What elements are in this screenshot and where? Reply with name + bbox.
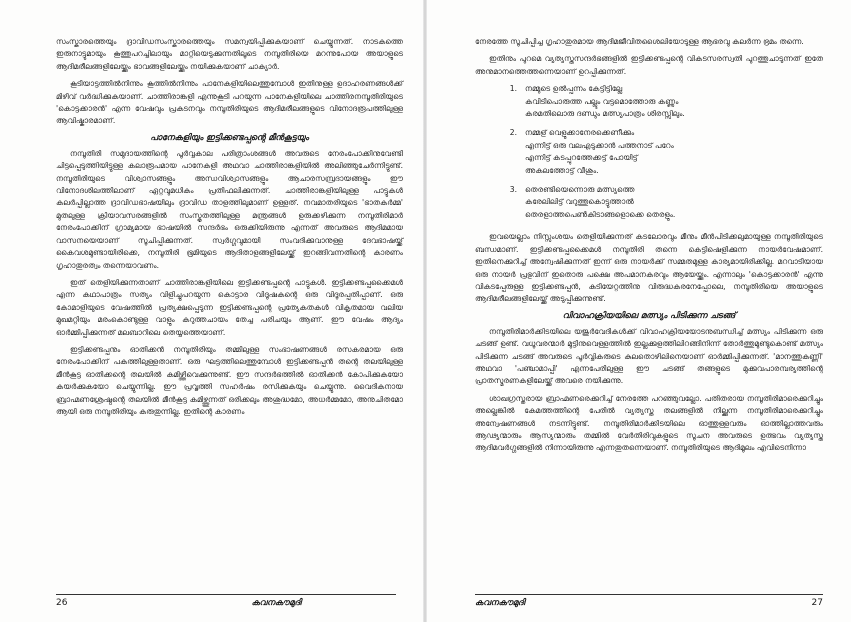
verse-line: എന്നിട്ട് ഒരു വലഎടുക്കാൻ പത്തനാട് പറേം	[525, 140, 674, 150]
verse-line: നമ്മുടെ ഉൽപ്പന്നം കേട്ടിട്ടില്ലേ	[525, 84, 623, 94]
left-paragraph: നമ്പൂതിരി സമുദായത്തിന്റെ പൂർവ്വകാല പരിത്രാംശങ്ങൾ അവരുടെ നേരംപോക്കിനുവേണ്ടി ചിട്ടപ്പെടുത്തിയിട്ടുള്ള കലാരൂപമായ പാനേകളി അഥവാ ചാത്തിരാങ്കളിയിൽ അലിഞ്ഞുചേർന്നിട്ടുണ്ട്. നമ്പൂതിരിയുടെ വിശ്വാസങ്ങളും അന്ധവിശ്വാസങ്ങളും ആചാരസമ്പ്രദായങ്ങളും ഈ വിനോദശിലത്തിലാണ് ഏറ്റവുമധികം പ്രതിഫലിക്കുന്നത്. ചാത്തിരാങ്കളിയിലുള്ള പാട്ടുകൾ കലർപ്പില്ലാത്ത ദ്രാവിഡഭാഷയിലും ദ്രാവിഡ താളത്തിലുമാണ് ഉള്ളത്. നവമാതരിയുടെ 'ഭാതകർമ്മ' മുതലുള്ള ക്രിയാവസരങ്ങളിൽ സംസ്കൃതത്തിലുള്ള മന്ത്രങ്ങൾ ഉരുക്കഴിക്കുന്ന നമ്പൂതിരിമാർ നേരംപോക്കിന് ഗ്രാമ്യമായ ഭാഷയിൽ സന്ദർഭം ഒരുക്കിയിരുന്നു എന്നത് അവരുടെ ആദിമമായ വാസനയെയാണ് സൂചിപ്പിക്കുന്നത്. സ്വർഗ്ഗവുമായി സംവദിക്കുവാനുള്ള ദേവഭാഷയ്ക്ക് കൈവശമുണ്ടായിരിക്കെ, നമ്പൂതിരി ഭൂമിയുടെ ആദിതാളങ്ങളിലേയ്ക്ക് ഇറങ്ങിവന്നതിന്റെ കാരണം ഗൃഹാതുരത്വം തന്നെയാവണം.	[56, 148, 403, 270]
left-page-footer	[56, 598, 301, 608]
poem-list	[475, 83, 823, 221]
left-paragraph: കൂടിയാട്ടത്തിൽനിന്നും കൂത്തിൽനിന്നും പാനേകളിയിലെത്തുമ്പോൾ ഇതിനുള്ള ഉദാഹരണങ്ങൾക്ക് മിഴിവ് വർദ്ധിക്കുകയാണ്. ചാത്തിരാങ്കളി എന്നുകൂടി പറയുന്ന പാനേകളിയിലെ ചാത്തിരനമ്പൂതിരിയുടെ 'കൊട്ടക്കാരൻ' എന്ന വേഷവും പ്രകടനവും നമ്പൂതിരിയുടെ ആദിമരീലങ്ങളുടെ വിനോദരൂപത്തിലുള്ള ആവിഷ്കാരമാണ്.	[56, 79, 403, 126]
left-paragraph: ഇത് തെളിയിക്കുന്നതാണ് ചാത്തിരാങ്കളിയിലെ ഇട്ടിക്കണ്ടപ്പന്റെ പാട്ടുകൾ. ഇട്ടിക്കണ്ടപ്പക്കൈമൾ എന്ന കഥാപാത്രം സത്യം വിളിച്ചുപറയുന്ന കൊട്ടാര വിദൂഷകന്റെ ഒരു വിദൂരപ്പതിപ്പാണ്. ഒരു കോമാളിയുടെ വേഷത്തിൽ പ്രത്യക്ഷപ്പെടുന്ന ഇട്ടിക്കണ്ടപ്പന്റെ പ്രത്യേകതകൾ വികൃതമായ വലിയ മുഖമറ്റിയും മരംകൊണ്ടുള്ള വാളും കറുത്തചായം തേച്ച പരിചയും ആണ്. ഈ വേഷം ആദ്യം ഓർമ്മിപ്പിക്കുന്നത് മലബാറിലെ തെയ്യത്തെയാണ്.	[56, 277, 403, 337]
left-paragraph: ഇട്ടിക്കണ്ടപ്പനും ഓതിക്കൻ നമ്പൂതിരിയും തമ്മിലുള്ള സംഭാഷണങ്ങൾ രസകരമായ ഒരു നേരംപോക്കിന് പകത്തിലുള്ളതാണ്. ഒരു ഘട്ടത്തിലെത്തുമ്പോൾ ഇട്ടിക്കണ്ടപ്പൻ തന്റെ തലയിലുള്ള മീൻകൂട്ട ഓതിക്കന്റെ തലയിൽ കമിഴ്ത്തിവെക്കുന്നുണ്ട്. ഈ സന്ദർഭത്തിൽ ഓതിക്കൻ കോപിക്കുകയോ കയർക്കുകയോ ചെയ്യുന്നില്ല. ഈ പ്രവൃത്തി സഹർഷം രസിക്കുകയും ചെയ്യുന്നു. വൈദികനായ ബ്രാഹ്മണശ്രേഷ്ഠന്റെ തലയിൽ മീൻകൂട്ട കമിഴ്ത്തുന്നത് ഒരിക്കലും അശുദ്ധമോ, അധർമ്മമോ, അനുചിതമോ ആയി ഒരു നമ്പൂതിരിയും കരുതുന്നില്ല. ഇതിന്റെ കാരണം	[56, 344, 403, 416]
page-number: 26	[56, 598, 68, 608]
poem-verse	[475, 127, 823, 177]
right-paragraph: നേരത്തേ സൂചിപ്പിച്ച ഗൃഹാതുരമായ ആദിമജീവിതശൈലിയോടുള്ള ആഭരവു കലർന്ന ഭ്രമം തന്നെ.	[475, 37, 804, 46]
verse-line: നമ്മള് വെളുക്കാനേരക്കെണീക്കും	[525, 128, 635, 138]
right-paragraph: ഇവയെല്ലാം നിസ്സംശയം തെളിയിക്കുന്നത് കടലോരവും മീനും മീൻപിടിക്കലുമായുള്ള നമ്പൂതിരിയുടെ ബന്ധമാണ്. ഇട്ടിക്കണ്ടപ്പക്കൈമൾ നമ്പൂതിരി തന്നെ കെട്ടിഷെളിക്കുന്ന നായർവേഷമാണ്. ഇതിനെക്കുറിച്ച് അന്വേഷിക്കുന്നത് ഇന്ന് ഒരു നായർക്ക് സമ്മതമുള്ള കാര്യമായിരിക്കില്ല. മറവാടിയായ ഒരു നായർ പ്രഭുവിന് ഇതൊരു പക്ഷെ അപമാനകരവും ആയേയ്ക്കും. എന്നാലും 'കൊട്ടക്കാരൻ' എന്നു വികടപ്പേരുള്ള ഇട്ടിക്കണ്ടപ്പൻ, കുടിയേറ്റത്തിനു വിരുദ്ധകരനേപ്പോലെ, നമ്പൂതിരിയെ അയാളുടെ ആദിമരീലങ്ങളിലേയ്ക്ക് അടുപ്പിക്കുന്നുണ്ട്.	[475, 232, 823, 304]
running-head: കവനകൗമുദി	[251, 598, 302, 608]
left-page	[0, 0, 425, 622]
verse-line: അകലത്തോട്ട് വീശും.	[525, 165, 599, 175]
verse-line: തെരളാത്തപെൺകിടാങ്ങളൊക്കെ തെരളും.	[525, 209, 676, 219]
verse-number: 2.	[509, 128, 517, 138]
poem-verse	[475, 184, 823, 221]
verse-line: കരമതിലൊരു ദണ്ഡും മത്സ്യപാത്രം ശിരസ്സിലും.	[525, 109, 685, 119]
verse-number: 1.	[509, 84, 517, 94]
right-page	[425, 0, 851, 622]
poem-verse	[475, 83, 823, 120]
page-number: 27	[811, 598, 823, 608]
footer-rule	[56, 594, 396, 595]
right-paragraph: ഇതിനും പുറമെ വ്യത്യസ്തസന്ദർഭങ്ങളിൽ ഇട്ടിക്കണ്ടപ്പന്റെ വികടസരസ്വതി പുറത്തുചാടുന്നത് ഇതേ അനുമാനത്തെത്തന്നെയാണ് ഉറപ്പിക്കുന്നത്.	[475, 54, 823, 76]
verse-line: തെരണ്ടിയെന്നൊരു മത്സ്യത്തെ	[525, 185, 635, 195]
left-paragraph: സംസ്കാരത്തെയും ദ്രാവിഡസംസ്കാരത്തെയും സമന്വയിപ്പിക്കുകയാണ് ചെയ്യുന്നത്. നാടകത്തെ ഇരുനാട്ടുമായും കൂത്തുപറച്ചിലായും മാറ്റിയെടുക്കുന്നതിലൂടെ നമ്പൂതിരിയെ മറന്നുപോയ അയാളുടെ ആദിമരീലങ്ങളിലേയ്ക്കും ഭാവങ്ങളിലേയ്ക്കും നയിക്കുകയാണ് ചാക്യാർ.	[56, 37, 403, 71]
right-paragraph: നമ്പൂതിരിമാർക്കിടയിലെ യജുർവേദികൾക്ക് വിവാഹക്രിയയോടനുബന്ധിച്ച് മത്സ്യം പിടിക്കുന്ന ഒരു ചടങ്ങ് ഉണ്ട്. വധൂവരന്മാർ മുട്ടിനുവെള്ളത്തിൽ ഇല്ലക്കുളത്തിലിറങ്ങിനിന്ന് തോർത്തുമുണ്ടുകൊണ്ട് മത്സ്യം പിടിക്കുന്ന ചടങ്ങ് അവരുടെ പൂർവ്വികരുടെ കുലതൊഴിലിനെയാണ് ഓർമ്മിപ്പിക്കുന്നത്. 'മാനത്തുകണ്ണി' അഥവാ 'പഞ്ചാമാപ്പി' എന്നപേരിലുള്ള ഈ ചടങ്ങ് തങ്ങളുടെ മുക്കുവപാരമ്പര്യത്തിന്റെ പ്രാതസ്മരണകളിലേയ്ക്ക് അവരെ നയിക്കുന്നു.	[475, 326, 823, 386]
verse-line: കവിടിപൊരുത്ത പല്ലും വട്ടമൊത്തോരു കണ്ണും	[525, 96, 679, 106]
verse-line: കരേലിലിട്ട് വറുത്തുകൊട്ടുത്താൽ	[525, 197, 634, 207]
verse-number: 3.	[509, 185, 517, 195]
running-head: കവനകൗമുദി	[475, 598, 525, 608]
footer-rule	[475, 594, 823, 595]
verse-line: എന്നിട്ട് കടപ്പുറത്തേക്കട്ട് പോയിട്ട്	[525, 153, 638, 163]
right-paragraph: ശാഖഗ്രസ്തരായ ബ്രാഹ്മണരെക്കുറിച്ച് നേരത്തേ പറഞ്ഞുവല്ലോ. പതിതരായ നമ്പൂതിരിമാരെക്കുറിച്ചും അല്ലെങ്കിൽ കേമത്തത്തിന്റെ പേരിൽ വ്യത്യസ്ത തലങ്ങളിൽ നില്ക്കുന്ന നമ്പൂതിരിമാരെക്കുറിച്ചും അന്വേഷണങ്ങൾ നടന്നിട്ടുണ്ട്. നമ്പൂതിരിമാർക്കിടയിലെ ഓത്തുള്ളവരും ഓത്തില്ലാത്തവരും ആഢ്യന്മാരും ആസ്യന്മാരും തമ്മിൽ വേർതിരിവുകളുടെ സൂചന അവരുടെ ഉത്ഭവം വ്യത്യസ്ത ആദിമവർഗ്ഗങ്ങളിൽ നിന്നായിരുന്നു എന്നതുതന്നെയാണ്. നമ്പൂതിരിയുടെ ആദിമൂലം എവിടെനിന്നാ	[475, 393, 823, 453]
left-section-heading: പാനേകളിയും ഇട്ടിക്കണ്ടപ്പന്റെ മീൻകൂട്ടയും	[150, 132, 309, 143]
right-page-footer	[475, 598, 823, 608]
right-section-heading: വിവാഹക്രിയയിലെ മത്സ്യം പിടിക്കുന്ന ചടങ്ങ്	[562, 310, 736, 321]
